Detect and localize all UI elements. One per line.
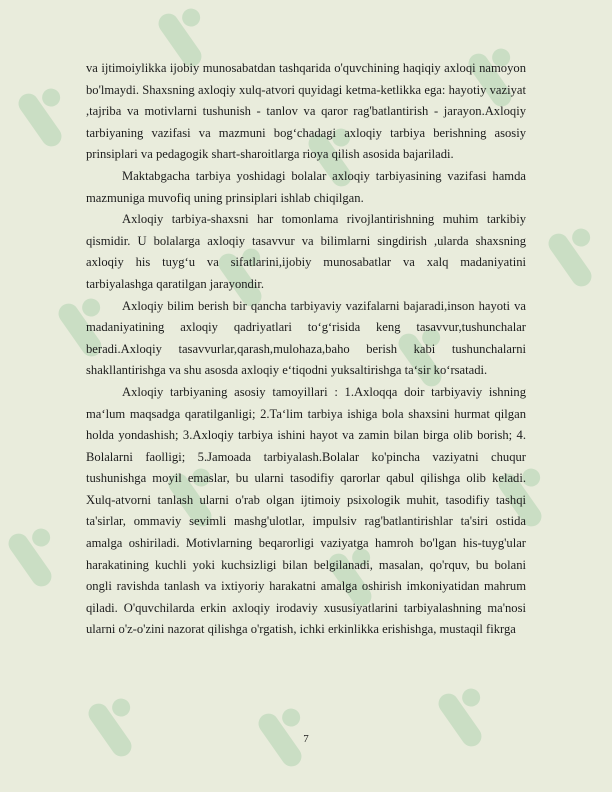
page-number: 7 xyxy=(303,733,309,745)
paragraph-2: Maktabgacha tarbiya yoshidagi bolalar axloqiy tarbiyasining vazifasi hamda mazmuniga muvofiq uning prinsiplari ishlab chiqilgan. xyxy=(86,168,526,205)
paragraph-5: Axloqiy tarbiyaning asosiy tamoyillari : 1.Axloqqa doir tarbiyaviy ishning ma‘lum maqsadga qaratilganligi; 2.Ta‘lim tarbiya ishiga bola shaxsini hurmat qilgan holda yondashish; 3.Axloqiy tarbiya ishini hayot va zamin bilan birga olib borish; 4. Bolalarni faolligi; 5.Jamoada tarbiyalash.Bolalar ko'pincha vaziyatni chuqur tushunishga moyil emaslar, bu ularni tasodifiy qarorlar qabul qilishga olib keladi. Xulq-atvorni tanlash ularni o'rab olgan ijtimoiy psixologik muhit, tasodifiy tashqi ta'sirlar, ommaviy sevimli mashg'ulotlar, impulsiv rag'batlantirishlar ta'siri ostida amalga oshiriladi. Motivlarning beqarorligi vaziyatga hamroh bo'lgan his-tuyg'ular harakatining kuchli yoki kuchsizligi bilan belgilanadi, masalan, qo'rquv, bu bolani ongli ravishda tanlash va ixtiyoriy harakatni amalga oshirish imkoniyatidan mahrum qiladi. O'quvchilarda erkin axloqiy irodaviy xususiyatlarini tarbiyalashning ma'nosi ularni o'z-o'zini nazorat qilishga o'rgatish, ichki erkinlikka erishishga, mustaqil fikrga xyxy=(86,384,526,637)
page-body xyxy=(86,58,526,641)
paragraph-3: Axloqiy tarbiya-shaxsni har tomonlama rivojlantirishning muhim tarkibiy qismidir. U bolalarga axloqiy tasavvur va bilimlarni singdirish ,ularda shaxsning axloqiy his tuyg‘u va sifatlarini,ijobiy munosabatlar va xalq madaniyatini tarbiyalashga qaratilgan jarayondir. xyxy=(86,212,526,291)
paragraph-4: Axloqiy bilim berish bir qancha tarbiyaviy vazifalarni bajaradi,inson hayoti va madaniyatining axloqiy qadriyatlari to‘g‘risida keng tasavvur,tushunchalar beradi.Axloqiy tasavvurlar,qarash,mulohaza,baho berish kabi tushunchalarni shakllantirishga va shu asosda axloqiy e‘tiqodni yuksaltirishga ta‘sir ko‘rsatadi. xyxy=(86,298,526,378)
paragraph-1: va ijtimoiylikka ijobiy munosabatdan tashqarida o'quvchining haqiqiy axloqi namoyon bo'lmaydi. Shaxsning axloqiy xulq-atvori quyidagi ketma-ketlikka ega: hayotiy vaziyat ,tajriba va motivlarni tushunish - tanlov va qaror rag'batlantirish - jarayon.Axloqiy tarbiyaning vazifasi va mazmuni bog‘chadagi axloqiy tarbiya berishning asosiy prinsiplari va pedagogik shart-sharoitlarga rioya qilish asosida bajariladi. xyxy=(86,61,526,162)
